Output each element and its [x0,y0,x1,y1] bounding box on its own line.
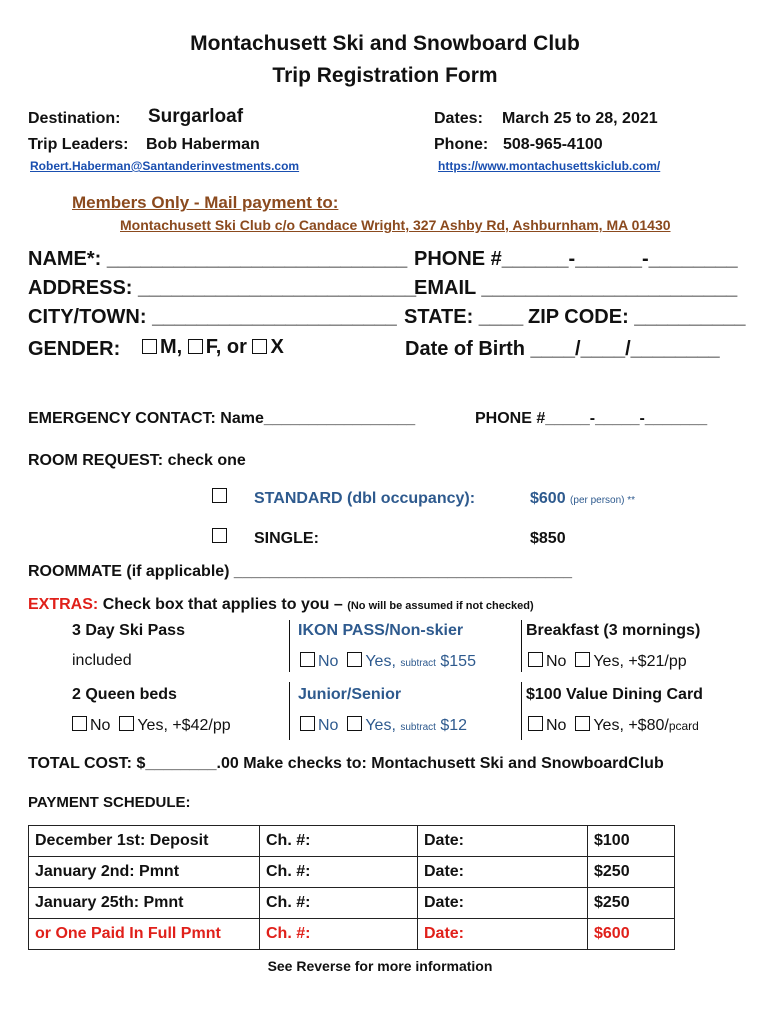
zip-field[interactable]: ZIP CODE: __________ [528,306,746,328]
extras-divider-1 [289,620,290,672]
destination-label: Destination: [28,110,121,127]
payment-check-cell[interactable]: Ch. #: [260,857,418,888]
breakfast-title: Breakfast (3 mornings) [526,622,701,639]
ikon-pass-options [300,652,476,671]
junior-senior-title: Junior/Senior [298,686,402,703]
payment-date-cell[interactable]: Date: [418,888,588,919]
payment-check-cell[interactable]: Ch. #: [260,919,418,950]
extras-divider-3 [289,682,290,740]
gender-x-label: X [270,336,284,358]
payment-date-cell[interactable]: Date: [418,919,588,950]
payment-check-cell[interactable]: Ch. #: [260,888,418,919]
dates-label: Dates: [434,110,483,127]
extras-divider-4 [521,682,522,740]
single-room-price: $850 [530,530,566,547]
queen-no-label: No [90,717,111,734]
table-row [29,857,675,888]
email-field[interactable]: EMAIL _______________________ [414,277,738,299]
payment-desc-cell: December 1st: Deposit [29,826,260,857]
ikon-no-checkbox[interactable] [300,652,315,667]
table-row [29,826,675,857]
junior-amount: $12 [440,717,468,734]
dining-yes-checkbox[interactable] [575,716,590,731]
extras-note: (No will be assumed if not checked) [347,600,534,612]
form-title-line1: Montachusett Ski and Snowboard Club [190,32,580,55]
payment-desc-cell: or One Paid In Full Pmnt [29,919,260,950]
table-row [29,888,675,919]
trip-leaders-value: Bob Haberman [146,136,260,153]
breakfast-yes-checkbox[interactable] [575,652,590,667]
gender-label: GENDER: [28,338,121,360]
queen-yes-checkbox[interactable] [119,716,134,731]
queen-yes-label: Yes, +$42/pp [137,717,231,734]
standard-room-price [530,490,635,508]
dining-no-checkbox[interactable] [528,716,543,731]
state-field[interactable]: STATE: ____ [404,306,524,328]
room-request-label: ROOM REQUEST: check one [28,452,246,469]
dates-value: March 25 to 28, 2021 [502,110,658,127]
form-title-line2: Trip Registration Form [272,64,498,87]
extras-instruction: Check box that applies to you – [102,596,343,613]
phone-label: Phone: [434,136,489,153]
single-room-label: SINGLE: [254,530,319,547]
payment-date-cell[interactable]: Date: [418,857,588,888]
payment-schedule-heading: PAYMENT SCHEDULE: [28,794,191,811]
junior-no-label: No [318,717,339,734]
dining-card-options [528,716,699,735]
queen-beds-options [72,716,231,735]
ikon-subtract-label: subtract [400,658,436,669]
ski-pass-value: included [72,652,132,669]
junior-yes-label: Yes, [365,717,396,734]
phone-value: 508-965-4100 [503,136,603,153]
ikon-no-label: No [318,653,339,670]
payment-date-cell[interactable]: Date: [418,826,588,857]
queen-beds-title: 2 Queen beds [72,686,177,703]
breakfast-no-label: No [546,653,567,670]
junior-yes-checkbox[interactable] [347,716,362,731]
ski-pass-title: 3 Day Ski Pass [72,622,185,639]
dining-card-title: $100 Value Dining Card [526,686,703,703]
leader-email-link[interactable]: Robert.Haberman@Santanderinvestments.com [30,159,300,173]
payment-amount-cell: $250 [588,857,675,888]
payment-desc-cell: January 2nd: Pmnt [29,857,260,888]
junior-subtract-label: subtract [400,722,436,733]
ikon-yes-checkbox[interactable] [347,652,362,667]
payment-amount-cell: $250 [588,888,675,919]
junior-no-checkbox[interactable] [300,716,315,731]
dining-yes-label: Yes, +$80/ [593,717,669,734]
extras-label: EXTRAS: [28,596,99,613]
extras-divider-2 [521,620,522,672]
payment-schedule-table [28,825,675,950]
ikon-amount: $155 [440,653,476,670]
gender-options [142,336,284,359]
city-field[interactable]: CITY/TOWN: ______________________ [28,306,397,328]
standard-price-value: $600 [530,490,566,507]
payment-amount-cell: $100 [588,826,675,857]
gender-m-label: M, [160,336,183,358]
queen-no-checkbox[interactable] [72,716,87,731]
payment-desc-cell: January 25th: Pmnt [29,888,260,919]
standard-room-checkbox[interactable] [212,488,227,503]
mail-payment-address: Montachusett Ski Club c/o Candace Wright, 327 Ashby Rd, Ashburnham, MA 01430 [120,217,671,233]
total-cost-line[interactable]: TOTAL COST: $________.00 Make checks to: Montachusett Ski and SnowboardClub [28,755,664,772]
phone-field[interactable]: PHONE #______-______-________ [414,248,738,270]
breakfast-no-checkbox[interactable] [528,652,543,667]
standard-price-note: (per person) ** [570,495,636,506]
single-room-checkbox[interactable] [212,528,227,543]
dining-pcard-label: pcard [668,719,699,733]
mail-payment-heading: Members Only - Mail payment to: [72,193,339,212]
junior-senior-options [300,716,467,735]
name-field[interactable]: NAME*: ___________________________ [28,248,408,270]
club-website-link[interactable]: https://www.montachusettskiclub.com/ [438,159,661,173]
emergency-contact-name-field[interactable]: EMERGENCY CONTACT: Name_________________ [28,410,416,427]
emergency-contact-phone-field[interactable]: PHONE #_____-_____-_______ [475,410,708,427]
address-field[interactable]: ADDRESS: _________________________ [28,277,417,299]
roommate-field[interactable]: ROOMMATE (if applicable) ______________________________________ [28,563,573,580]
destination-value: Surgarloaf [148,106,244,127]
extras-heading [28,596,534,614]
gender-f-checkbox[interactable] [188,339,203,354]
payment-amount-cell: $600 [588,919,675,950]
dining-no-label: No [546,717,567,734]
gender-f-label: F, or [205,336,247,358]
breakfast-options [528,652,687,671]
payment-check-cell[interactable]: Ch. #: [260,826,418,857]
trip-leaders-label: Trip Leaders: [28,136,129,153]
table-row [29,919,675,950]
date-of-birth-field[interactable]: Date of Birth ____/____/________ [405,338,720,360]
see-reverse-note: See Reverse for more information [267,958,493,974]
ikon-yes-label: Yes, [365,653,396,670]
standard-room-label: STANDARD (dbl occupancy): [254,490,476,507]
ikon-pass-title: IKON PASS/Non-skier [298,622,464,639]
breakfast-yes-label: Yes, +$21/pp [593,653,687,670]
gender-x-checkbox[interactable] [252,339,267,354]
gender-m-checkbox[interactable] [142,339,157,354]
